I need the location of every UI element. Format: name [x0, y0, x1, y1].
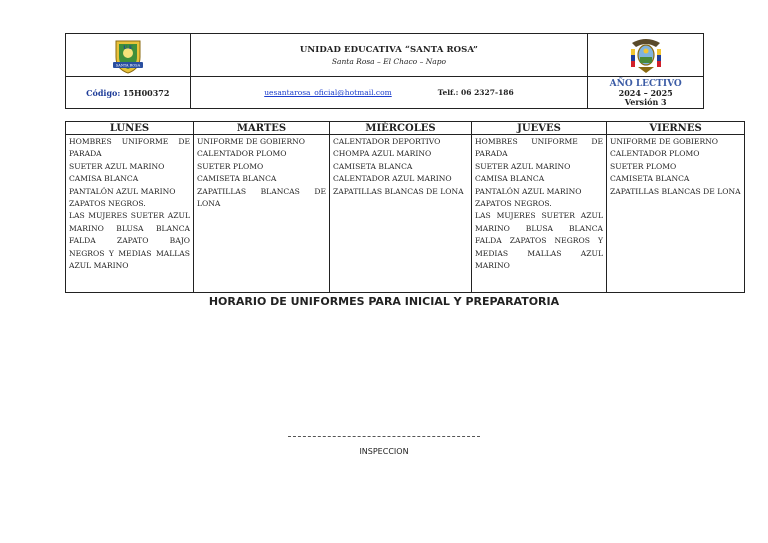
cell-martes [194, 135, 330, 293]
codigo-value: 15H00372 [122, 87, 170, 98]
anio-lectivo-value: 2024 – 2025 [618, 87, 673, 98]
cell-lunes [66, 135, 194, 293]
version-label: Versión 3 [624, 96, 667, 107]
uniform-schedule-table [65, 121, 745, 293]
cell-line: SUETER AZUL MARINO [69, 161, 165, 171]
email-link[interactable]: uesantarosa_oficial@hotmail.com [264, 88, 392, 97]
cell-line: PANTALÓN AZUL MARINO [475, 186, 582, 196]
cell-line: PANTALÓN AZUL MARINO [69, 186, 176, 196]
cell-line: CHOMPA AZUL MARINO [333, 149, 432, 159]
anio-lectivo-cell [588, 77, 704, 109]
tel-label: Telf.: [437, 88, 459, 97]
cell-line: ZAPATILLAS BLANCAS DE LONA [197, 186, 326, 209]
cell-line: HOMBRES UNIFORME DE PARADA [475, 137, 603, 159]
cell-line: SUETER AZUL MARINO [475, 161, 571, 171]
day-header-martes: MARTES [194, 122, 330, 135]
cell-line: CALENTADOR DEPORTIVO [333, 137, 441, 146]
school-logo-cell [66, 34, 191, 77]
svg-text:U.E: U.E [123, 45, 133, 51]
anio-lectivo-label: AÑO LECTIVO [609, 78, 682, 89]
day-header-viernes: VIERNES [607, 122, 745, 135]
codigo-label: Código: [86, 87, 121, 98]
cell-line: CALENTADOR AZUL MARINO [333, 174, 452, 184]
day-header-lunes: LUNES [66, 122, 194, 135]
ecuador-coat-of-arms-icon [628, 35, 664, 75]
cell-jueves [472, 135, 607, 293]
school-location: Santa Rosa – El Chaco – Napo [331, 56, 447, 66]
school-title-cell [190, 34, 588, 77]
codigo-cell [66, 77, 191, 109]
cell-line: UNIFORME DE GOBIERNO [610, 137, 719, 146]
document-header [65, 33, 704, 109]
day-header-miercoles: MIÉRCOLES [330, 122, 472, 135]
cell-line: CALENTADOR PLOMO [197, 149, 287, 159]
cell-line: HOMBRES UNIFORME DE PARADA [69, 137, 190, 159]
day-header-jueves: JUEVES [472, 122, 607, 135]
cell-miercoles [330, 135, 472, 293]
cell-line: CALENTADOR PLOMO [610, 149, 700, 159]
signature-line [288, 436, 480, 437]
cell-viernes [607, 135, 745, 293]
cell-line: LAS MUJERES SUETER AZUL MARINO BLUSA BLANCA FALDA ZAPATOS NEGROS Y MEDIAS MALLAS AZUL MARINO [475, 211, 603, 271]
school-name: UNIDAD EDUCATIVA “SANTA ROSA” [299, 44, 479, 55]
cell-line: CAMISETA BLANCA [197, 174, 277, 184]
signature-label: INSPECCION [359, 447, 409, 456]
cell-line: CAMISA BLANCA [69, 174, 139, 184]
school-crest-icon [108, 35, 148, 75]
tel-value: 06 2327-186 [461, 88, 514, 97]
contact-cell [190, 77, 588, 109]
cell-line: ZAPATILLAS BLANCAS DE LONA [333, 186, 464, 196]
cell-line: LAS MUJERES SUETER AZUL MARINO BLUSA BLANCA FALDA ZAPATO BAJO NEGROS Y MEDIAS MALLAS AZUL MARINO [69, 211, 190, 271]
cell-line: SUETER PLOMO [197, 161, 264, 171]
cell-line: CAMISA BLANCA [475, 174, 545, 184]
cell-line: ZAPATOS NEGROS. [475, 199, 552, 209]
coat-of-arms-cell [588, 34, 704, 77]
cell-line: UNIFORME DE GOBIERNO [197, 137, 306, 146]
cell-line: SUETER PLOMO [610, 161, 677, 171]
cell-line: CAMISETA BLANCA [333, 161, 413, 171]
cell-line: ZAPATILLAS BLANCAS DE LONA [610, 186, 741, 196]
cell-line: CAMISETA BLANCA [610, 174, 690, 184]
cell-line: ZAPATOS NEGROS. [69, 199, 146, 209]
page-title: HORARIO DE UNIFORMES PARA INICIAL Y PREPARATORIA [208, 295, 560, 308]
svg-text:SANTA ROSA: SANTA ROSA [115, 63, 140, 68]
